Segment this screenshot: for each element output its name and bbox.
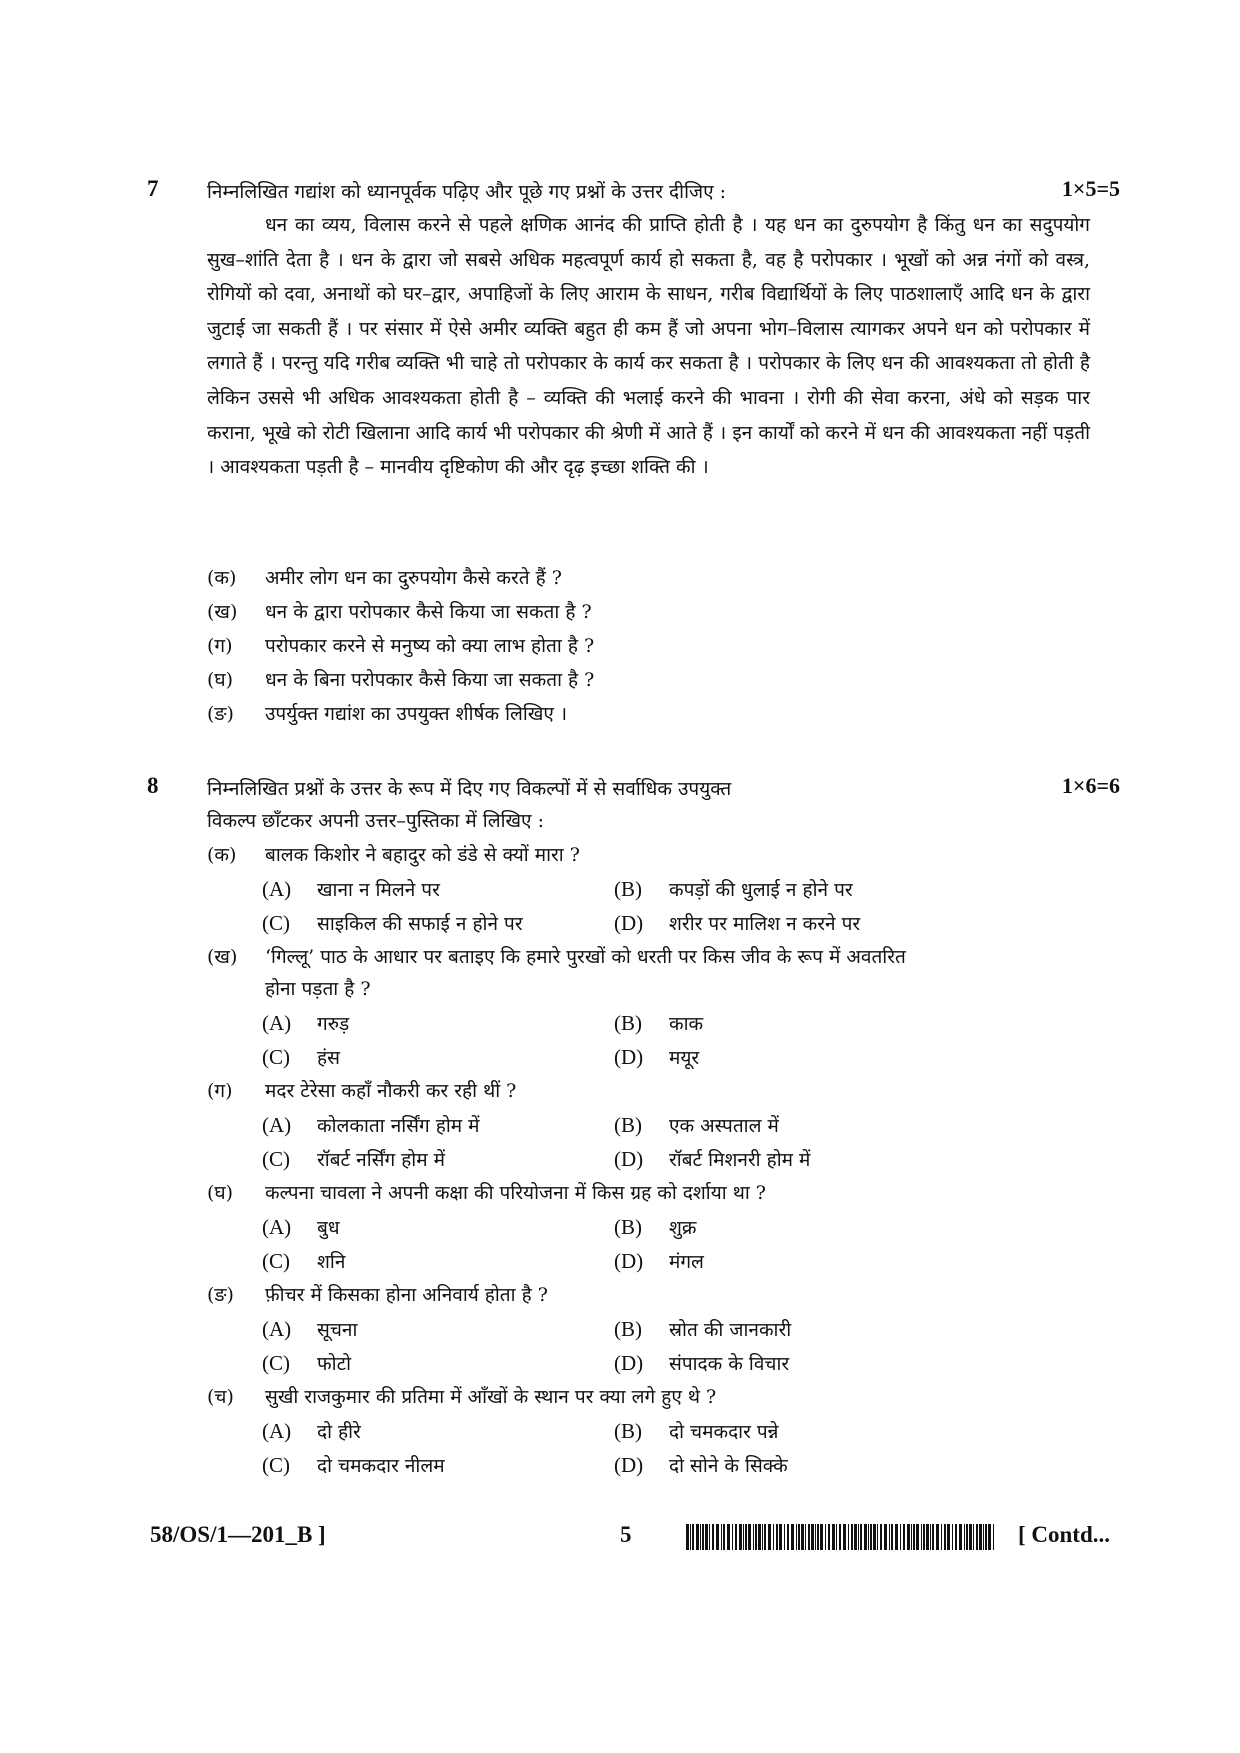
option-label: (D) bbox=[614, 1453, 644, 1477]
sub-question-label: (घ) bbox=[207, 1182, 234, 1204]
sub-question-label: (घ) bbox=[207, 669, 234, 691]
option-label: (B) bbox=[614, 1317, 642, 1341]
sub-question bbox=[207, 630, 1107, 662]
option-text: दो हीरे bbox=[317, 1421, 361, 1443]
sub-question bbox=[207, 664, 1107, 696]
option-label: (A) bbox=[262, 1011, 292, 1035]
sub-question-text: धन के द्वारा परोपकार कैसे किया जा सकता है ? bbox=[265, 601, 592, 623]
option bbox=[614, 1211, 697, 1244]
sub-question-label: (ख) bbox=[207, 946, 238, 968]
option-label: (C) bbox=[262, 1351, 290, 1375]
sub-question-label: (ङ) bbox=[207, 1284, 234, 1306]
option bbox=[262, 1143, 445, 1176]
option-text: साइकिल की सफाई न होने पर bbox=[317, 913, 523, 935]
option-text: खाना न मिलने पर bbox=[317, 879, 440, 901]
option-label: (B) bbox=[614, 1011, 642, 1035]
option bbox=[614, 873, 853, 906]
option-label: (C) bbox=[262, 1249, 290, 1273]
sub-question bbox=[207, 596, 1107, 628]
option-text: संपादक के विचार bbox=[669, 1353, 790, 1375]
option-text: शरीर पर मालिश न करने पर bbox=[669, 913, 861, 935]
option bbox=[262, 907, 523, 940]
option-label: (D) bbox=[614, 1045, 644, 1069]
question-instruction: निम्नलिखित गद्यांश को ध्यानपूर्वक पढ़िए और पूछे गए प्रश्नों के उत्तर दीजिए : bbox=[207, 181, 727, 203]
option-label: (A) bbox=[262, 1419, 292, 1443]
page-footer bbox=[0, 1522, 1240, 1562]
sub-question-text: होना पड़ता है ? bbox=[265, 978, 371, 1000]
passage: धन का व्यय, विलास करने से पहले क्षणिक आनंद की प्राप्ति होती है । यह धन का दुरुपयोग है किंतु धन का सदुपयोग सुख–शांति देता है । धन के द्वारा जो सबसे अधिक महत्वपूर्ण कार्य हो सकता है, वह है परोपकार । भूखों को अन्न नंगों को वस्त्र, रोगियों को दवा, अनाथों को घर–द्वार, अपाहिजों के लिए आराम के साधन, गरीब विद्यार्थियों के लिए पाठशालाएँ आदि धन के द्वारा जुटाई जा सकती हैं । पर संसार में ऐसे अमीर व्यक्ति बहुत ही कम हैं जो अपना भोग–विलास त्यागकर अपने धन को परोपकार में लगाते हैं । परन्तु यदि गरीब व्यक्ति भी चाहे तो परोपकार के कार्य कर सकता है । परोपकार के लिए धन की आवश्यकता तो होती है लेकिन उससे भी अधिक आवश्यकता होती है – व्यक्ति की भलाई करने की भावना । रोगी की सेवा करना, अंधे को सड़क पार कराना, भूखे को रोटी खिलाना आदि कार्य भी परोपकार की श्रेणी में आते हैं । इन कार्यों को करने में धन की आवश्यकता नहीं पड़ती । आवश्यकता पड़ती है – मानवीय दृष्टिकोण की और दृढ़ इच्छा शक्ति की । bbox=[207, 214, 1090, 479]
option bbox=[262, 1211, 340, 1244]
option-label: (B) bbox=[614, 1419, 642, 1443]
option bbox=[262, 1415, 361, 1448]
option-text: कोलकाता नर्सिंग होम में bbox=[317, 1115, 480, 1137]
question-8 bbox=[147, 773, 1120, 1493]
sub-question-label: (क) bbox=[207, 844, 237, 866]
sub-question-text: सुखी राजकुमार की प्रतिमा में आँखों के स्थान पर क्या लगे हुए थे ? bbox=[265, 1386, 717, 1408]
option bbox=[262, 1109, 480, 1142]
option bbox=[614, 1347, 789, 1380]
option-label: (B) bbox=[614, 1113, 642, 1137]
option-text: दो सोने के सिक्के bbox=[669, 1455, 788, 1477]
option-text: शनि bbox=[317, 1251, 346, 1273]
option bbox=[614, 1007, 703, 1040]
sub-question bbox=[207, 1177, 1107, 1209]
option-label: (C) bbox=[262, 1453, 290, 1477]
option-label: (C) bbox=[262, 1045, 290, 1069]
continued-label: [ Contd... bbox=[1018, 1522, 1111, 1547]
sub-question-label: (ख) bbox=[207, 601, 238, 623]
sub-question bbox=[207, 1279, 1107, 1311]
option-label: (D) bbox=[614, 1249, 644, 1273]
option-label: (A) bbox=[262, 1215, 292, 1239]
option-label: (D) bbox=[614, 1147, 644, 1171]
option bbox=[614, 1245, 704, 1278]
option-label: (A) bbox=[262, 877, 292, 901]
sub-question bbox=[207, 698, 1107, 730]
option-label: (D) bbox=[614, 1351, 644, 1375]
option bbox=[614, 907, 860, 940]
option-text: गरुड़ bbox=[317, 1013, 350, 1035]
sub-question bbox=[207, 941, 1107, 973]
sub-question-label: (ङ) bbox=[207, 703, 234, 725]
paper-code: 58/OS/1—201_B ] bbox=[150, 1522, 326, 1547]
sub-question bbox=[207, 839, 1107, 871]
sub-question-text: फ़ीचर में किसका होना अनिवार्य होता है ? bbox=[265, 1284, 548, 1306]
sub-question-continued bbox=[207, 973, 1107, 1005]
option bbox=[262, 1313, 357, 1346]
sub-question-text: अमीर लोग धन का दुरुपयोग कैसे करते हैं ? bbox=[265, 567, 562, 589]
option-label: (D) bbox=[614, 911, 644, 935]
sub-question-text: ‘गिल्लू’ पाठ के आधार पर बताइए कि हमारे पुरखों को धरती पर किस जीव के रूप में अवतरित bbox=[265, 946, 906, 968]
option bbox=[262, 1347, 351, 1380]
sub-question bbox=[207, 1381, 1107, 1413]
option-label: (B) bbox=[614, 877, 642, 901]
sub-question-text: मदर टेरेसा कहाँ नौकरी कर रही थीं ? bbox=[265, 1080, 517, 1102]
option bbox=[614, 1143, 810, 1176]
sub-question-label: (ग) bbox=[207, 635, 233, 657]
option-text: फोटो bbox=[317, 1353, 352, 1375]
option bbox=[262, 1007, 349, 1040]
option-text: हंस bbox=[317, 1047, 340, 1069]
option-text: दो चमकदार पन्ने bbox=[669, 1421, 779, 1443]
question-number: 7 bbox=[147, 176, 159, 201]
option-text: एक अस्पताल में bbox=[669, 1115, 779, 1137]
sub-question-label: (क) bbox=[207, 567, 237, 589]
sub-question-text: कल्पना चावला ने अपनी कक्षा की परियोजना में किस ग्रह को दर्शाया था ? bbox=[265, 1182, 766, 1204]
option-label: (A) bbox=[262, 1113, 292, 1137]
option-text: मंगल bbox=[669, 1251, 704, 1273]
option-text: बुध bbox=[317, 1217, 340, 1239]
option-text: रॉबर्ट नर्सिंग होम में bbox=[317, 1149, 445, 1171]
option bbox=[262, 1449, 445, 1482]
sub-question bbox=[207, 1075, 1107, 1107]
option-text: रॉबर्ट मिशनरी होम में bbox=[669, 1149, 811, 1171]
page-number: 5 bbox=[620, 1522, 632, 1547]
option bbox=[262, 1245, 345, 1278]
option-label: (A) bbox=[262, 1317, 292, 1341]
question-instruction-line-1: निम्नलिखित प्रश्नों के उत्तर के रूप में दिए गए विकल्पों में से सर्वाधिक उपयुक्त bbox=[207, 778, 732, 800]
sub-question-text: बालक किशोर ने बहादुर को डंडे से क्यों मारा ? bbox=[265, 844, 580, 866]
question-7 bbox=[147, 176, 1120, 736]
option bbox=[614, 1041, 699, 1074]
question-number: 8 bbox=[147, 773, 159, 798]
option bbox=[614, 1313, 791, 1346]
sub-question-text: उपर्युक्त गद्यांश का उपयुक्त शीर्षक लिखिए । bbox=[265, 703, 568, 725]
sub-question-text: धन के बिना परोपकार कैसे किया जा सकता है ? bbox=[265, 669, 595, 691]
sub-question bbox=[207, 562, 1107, 594]
sub-question-label: (च) bbox=[207, 1386, 234, 1408]
option bbox=[614, 1449, 788, 1482]
option-label: (C) bbox=[262, 1147, 290, 1171]
marks: 1×5=5 bbox=[1061, 176, 1120, 201]
option bbox=[262, 873, 440, 906]
sub-question-label: (ग) bbox=[207, 1080, 233, 1102]
option-label: (C) bbox=[262, 911, 290, 935]
option bbox=[614, 1109, 779, 1142]
option-label: (B) bbox=[614, 1215, 642, 1239]
option-text: दो चमकदार नीलम bbox=[317, 1455, 445, 1477]
option-text: शुक्र bbox=[669, 1217, 697, 1239]
option-text: कपड़ों की धुलाई न होने पर bbox=[669, 879, 853, 901]
option-text: काक bbox=[669, 1013, 704, 1035]
barcode-icon bbox=[686, 1524, 999, 1550]
option-text: मयूर bbox=[669, 1047, 700, 1069]
option bbox=[614, 1415, 779, 1448]
sub-question-text: परोपकार करने से मनुष्य को क्या लाभ होता है ? bbox=[265, 635, 595, 657]
question-instruction-line-2: विकल्प छाँटकर अपनी उत्तर–पुस्तिका में लिखिए : bbox=[207, 810, 545, 832]
option-text: स्रोत की जानकारी bbox=[669, 1319, 792, 1341]
option-text: सूचना bbox=[317, 1319, 358, 1341]
marks: 1×6=6 bbox=[1061, 773, 1120, 798]
option bbox=[262, 1041, 340, 1074]
